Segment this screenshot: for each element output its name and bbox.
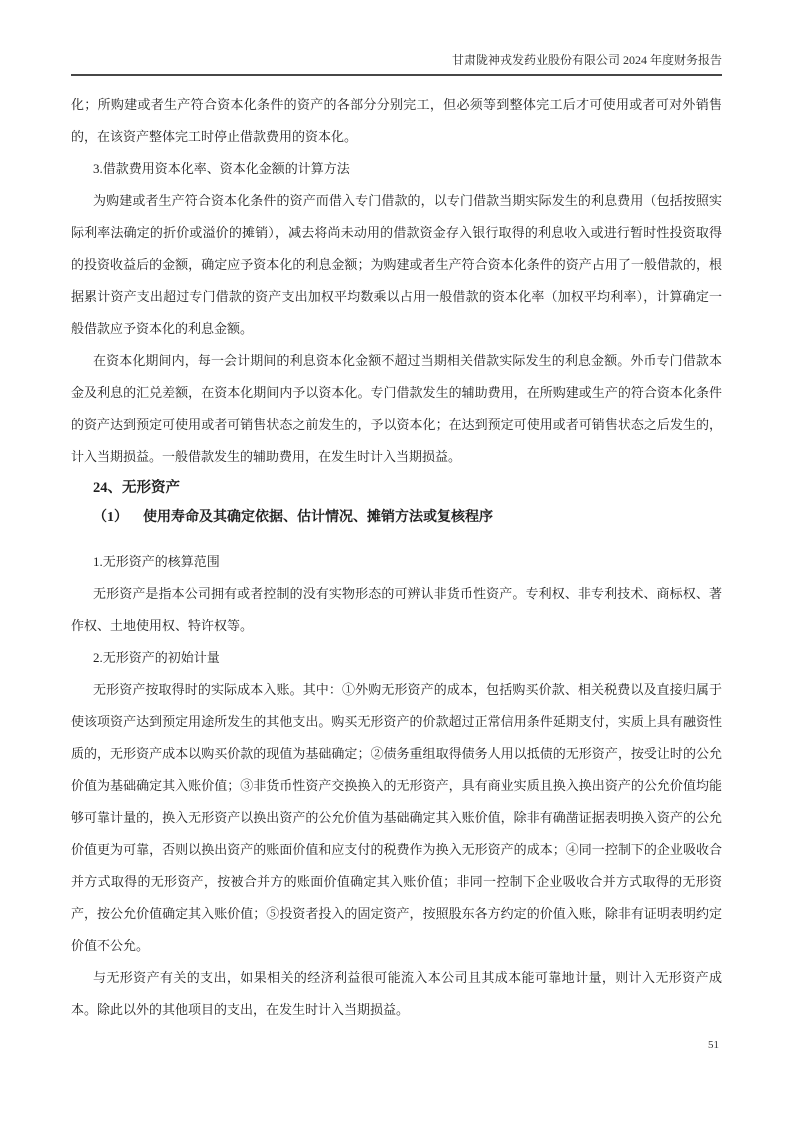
paragraph-intangible-scope-title: 1.无形资产的核算范围	[93, 554, 220, 569]
paragraph-borrowing-capitalization-method: 为购建或者生产符合资本化条件的资产而借入专门借款的，以专门借款当期实际发生的利息费用（包括按照实际利率法确定的折价或溢价的摊销），减去将尚未动用的借款资金存入银行取得的利息收入或进行暂时性投资取得的投资收益后的金额，确定应予资本化的利息金额；为购建或者生产符合资本化条件的资产占用了一般借款的，根据累计资产支出超过专门借款的资产支出加权平均数乘以占用一般借款的资本化率（加权平均利率），计算确定一般借款应予资本化的利息金额。	[71, 193, 722, 336]
report-header-title: 甘肃陇神戎发药业股份有限公司 2024 年度财务报告	[451, 53, 722, 67]
report-header	[71, 0, 722, 76]
paragraph-intangible-scope-body: 无形资产是指本公司拥有或者控制的没有实物形态的可辨认非货币性资产。专利权、非专利技术、商标权、著作权、土地使用权、特许权等。	[71, 586, 722, 633]
page-number: 51	[708, 1039, 719, 1051]
paragraph-borrowing-capitalization-period: 在资本化期间内，每一会计期间的利息资本化金额不超过当期相关借款实际发生的利息金额。外币专门借款本金及利息的汇兑差额，在资本化期间内予以资本化。专门借款发生的辅助费用，在所购建或生产的符合资本化条件的资产达到预定可使用或者可销售状态之前发生的，予以资本化；在达到预定可使用或者可销售状态之后发生的，计入当期损益。一般借款发生的辅助费用，在发生时计入当期损益。	[71, 353, 722, 464]
document-body	[71, 76, 722, 1026]
section-heading-intangible-assets: 24、无形资产	[93, 480, 180, 496]
paragraph-borrowing-item3-title: 3.借款费用资本化率、资本化金额的计算方法	[93, 161, 350, 176]
paragraph-intangible-initial-measurement-body: 无形资产按取得时的实际成本入账。其中：①外购无形资产的成本，包括购买价款、相关税费以及直接归属于使该项资产达到预定用途所发生的其他支出。购买无形资产的价款超过正常信用条件延期支付，实质上具有融资性质的，无形资产成本以购买价款的现值为基础确定；②债务重组取得债务人用以抵债的无形资产，按受让时的公允价值为基础确定其入账价值；③非货币性资产交换换入的无形资产，具有商业实质且换入换出资产的公允价值均能够可靠计量的，换入无形资产以换出资产的公允价值为基础确定其入账价值，除非有确凿证据表明换入资产的公允价值更为可靠，否则以换出资产的账面价值和应支付的税费作为换入无形资产的成本；④同一控制下的企业吸收合并方式取得的无形资产，按被合并方的账面价值确定其入账价值；非同一控制下企业吸收合并方式取得的无形资产，按公允价值确定其入账价值；⑤投资者投入的固定资产，按照股东各方约定的价值入账，除非有证明表明约定价值不公允。	[71, 682, 722, 953]
paragraph-intangible-related-expenditure: 与无形资产有关的支出，如果相关的经济利益很可能流入本公司且其成本能可靠地计量，则计入无形资产成本。除此以外的其他项目的支出，在发生时计入当期损益。	[71, 970, 722, 1017]
subsection-heading-useful-life	[71, 503, 722, 533]
subsection-title: 使用寿命及其确定依据、估计情况、摊销方法或复核程序	[143, 510, 493, 525]
subsection-number: （1）	[93, 510, 128, 525]
paragraph-intangible-initial-measurement-title: 2.无形资产的初始计量	[93, 650, 220, 665]
paragraph-borrowing-continuation: 化；所购建或者生产符合资本化条件的资产的各部分分别完工，但必须等到整体完工后才可使用或者可对外销售的，在该资产整体完工时停止借款费用的资本化。	[71, 97, 722, 144]
